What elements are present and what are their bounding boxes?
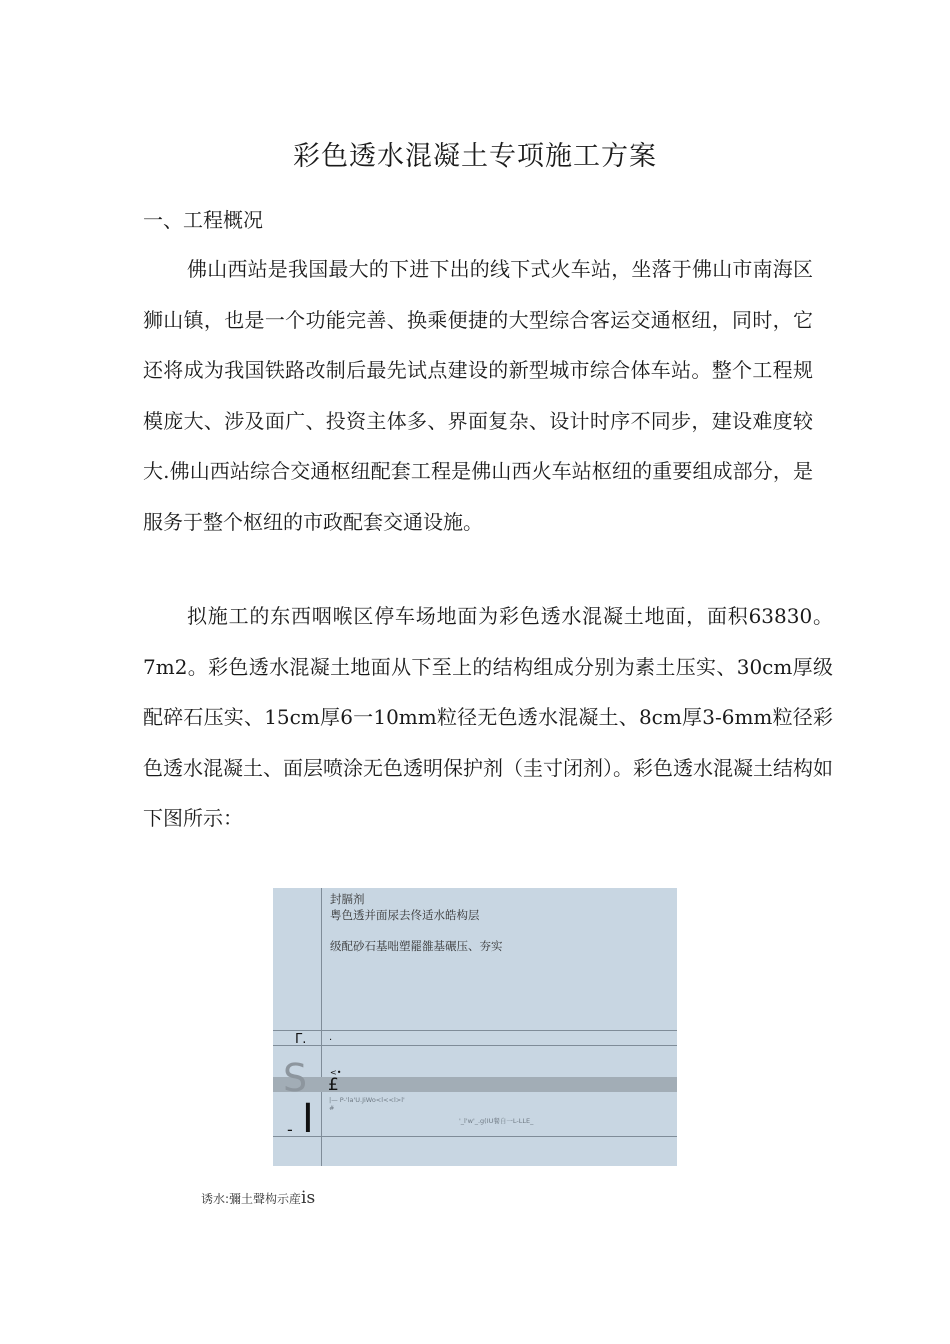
paragraph-overview: 佛山西站是我国最大的下进下出的线下式火车站，坐落于佛山市南海区狮山镇，也是一个功能完善、换乘便捷的大型综合客运交通枢纽，同时，它还将成为我国铁路改制后最先试点建设的新型城市综合体车站。整个工程规模庞大、涉及面广、投资主体多、界面复杂、设计时序不同步，建设难度较大.佛山西站综合交通枢纽配套工程是佛山西火车站枢纽的重要组成部分，是服务于整个枢纽的市政配套交通设施。 — [143, 257, 813, 534]
figure-caption — [201, 1188, 315, 1208]
section-heading: 一、工程概况 — [143, 208, 263, 232]
glyph-s: S — [283, 1056, 308, 1100]
document-title: 彩色透水混凝土专项施工方案 — [293, 141, 657, 172]
figure-divider-3 — [273, 1136, 677, 1137]
structure-figure — [273, 888, 677, 1166]
label-sealant: 封膈剂 — [330, 892, 365, 906]
label-color-layer: 粤色透并面尿去佟适水皓构层 — [330, 908, 480, 922]
glyph-corner: Γ. — [295, 1032, 307, 1047]
figure-divider-vertical — [321, 888, 322, 1166]
small-text-1: |— P-'la'U.JiWo<l<<l>l' — [329, 1096, 405, 1104]
glyph-dot: . — [329, 1032, 333, 1043]
glyph-dash: - — [287, 1120, 293, 1139]
label-gravel-base: 级配砂石基咄塑罷雒基碾压、夯实 — [330, 939, 503, 953]
paragraph-construction: 拟施工的东西咽喉区停车场地面为彩色透水混凝土地面，面积63830。7m2。彩色透水混凝土地面从下至上的结构组成分别为素土压实、30cm厚级配碎石压实、15cm厚6一10mm粒径无色透水混凝土、8cm厚3-6mm粒径彩色透水混凝土、面层喷涂无色透明保护剂（圭寸闭剂）。彩色透水混凝土结构如下图所示： — [143, 604, 833, 830]
caption-text: 诱水:彌土聲构示産 — [201, 1192, 302, 1206]
small-text-2: # — [329, 1104, 335, 1112]
glyph-pound: £ — [328, 1075, 339, 1095]
glyph-bar: I — [302, 1096, 314, 1142]
glyph-arrow: <• — [330, 1068, 342, 1077]
figure-divider-2 — [273, 1045, 677, 1046]
small-text-3: '_l'w'_.g(IU餐自一L-LLE_ — [459, 1117, 534, 1125]
caption-suffix: is — [301, 1188, 316, 1208]
figure-divider-1 — [273, 1030, 677, 1031]
